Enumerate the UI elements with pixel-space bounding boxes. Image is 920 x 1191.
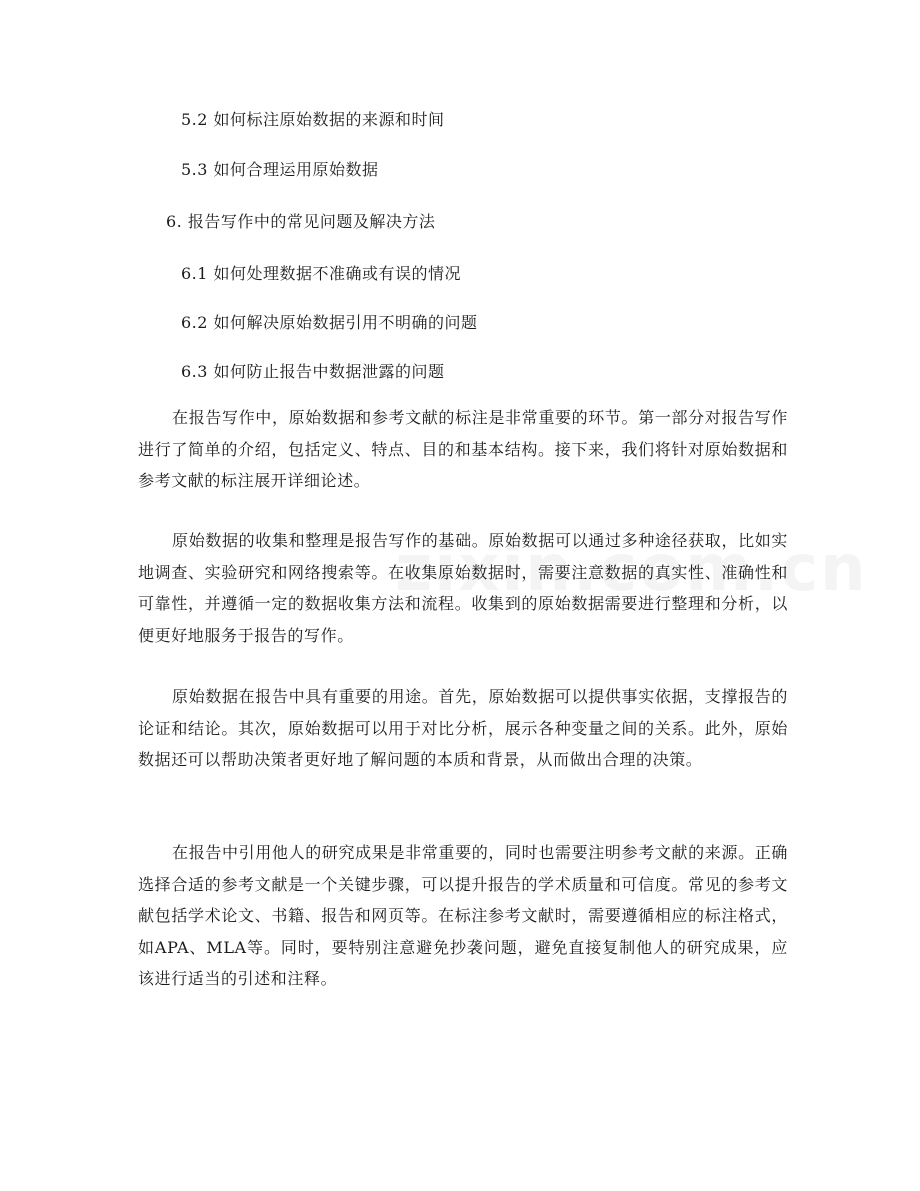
toc-item-6-2: 6.2 如何解决原始数据引用不明确的问题 [181, 313, 478, 332]
toc-item-6-1: 6.1 如何处理数据不准确或有误的情况 [181, 264, 462, 283]
body-paragraph-4 [138, 837, 788, 995]
body-paragraph-3 [138, 681, 788, 776]
toc-item-5-2: 5.2 如何标注原始数据的来源和时间 [181, 110, 445, 129]
body-paragraph-1 [138, 402, 788, 497]
watermark [395, 532, 868, 606]
paragraph-text: 在报告中引用他人的研究成果是非常重要的，同时也需要注明参考文献的来源。正确选择合适的参考文献是一个关键步骤，可以提升报告的学术质量和可信度。常见的参考文献包括学术论文、书籍、报告和网页等。在标注参考文献时，需要遵循相应的标注格式，如APA、MLA等。同时，要特别注意避免抄袭问题，避免直接复制他人的研究成果，应该进行适当的引述和注释。 [138, 843, 788, 988]
paragraph-text: 原始数据的收集和整理是报告写作的基础。原始数据可以通过多种途径获取，比如实地调查、实验研究和网络搜索等。在收集原始数据时，需要注意数据的真实性、准确性和可靠性，并遵循一定的数据收集方法和流程。收集到的原始数据需要进行整理和分析，以便更好地服务于报告的写作。 [138, 531, 788, 645]
paragraph-text: 在报告写作中，原始数据和参考文献的标注是非常重要的环节。第一部分对报告写作进行了简单的介绍，包括定义、特点、目的和基本结构。接下来，我们将针对原始数据和参考文献的标注展开详细论述。 [138, 408, 788, 490]
toc-item-5-3: 5.3 如何合理运用原始数据 [181, 160, 379, 179]
paragraph-text: 原始数据在报告中具有重要的用途。首先，原始数据可以提供事实依据，支撑报告的论证和结论。其次，原始数据可以用于对比分析，展示各种变量之间的关系。此外，原始数据还可以帮助决策者更好地了解问题的本质和背景，从而做出合理的决策。 [138, 687, 788, 769]
toc-item-6-3: 6.3 如何防止报告中数据泄露的问题 [181, 362, 445, 381]
toc-item-6: 6. 报告写作中的常见问题及解决方法 [166, 212, 436, 231]
